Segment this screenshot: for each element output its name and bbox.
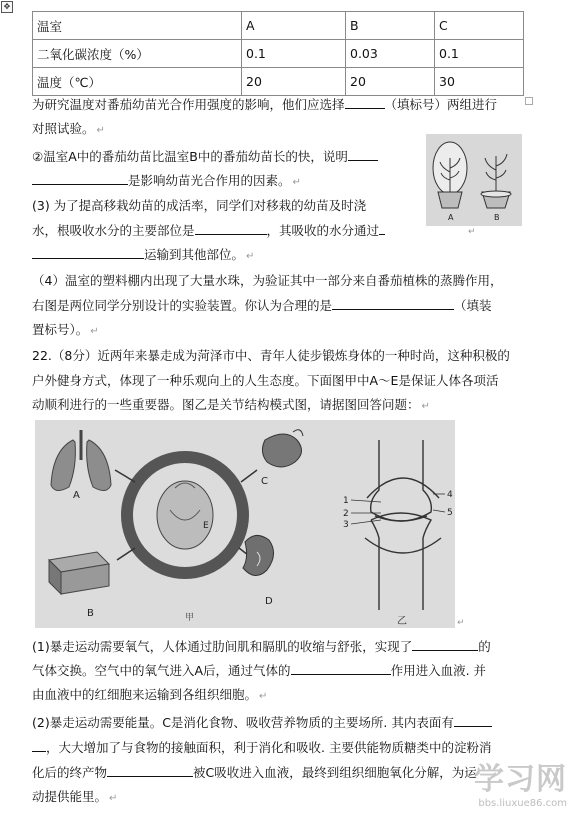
text-line [32,788,117,808]
answer-blank[interactable] [32,172,128,185]
table-cell: 0.1 [242,40,346,68]
text-line [32,347,510,365]
answer-blank[interactable] [348,148,378,161]
table-cell: C [435,12,524,40]
text-span: 右图是两位同学分别设计的实验装置。你认为合理的是 [32,298,333,313]
text-span: 置标号）。 [32,322,89,337]
answer-blank[interactable] [195,222,267,235]
joint-number: 3 [343,520,349,530]
paragraph-mark-icon: ↵ [96,125,105,136]
table-anchor-icon[interactable]: ✥ [1,1,13,13]
text-span: (3) 为了提高移栽幼苗的成活率，同学们对移栽的幼苗及时浇 [32,198,367,213]
plant-experiment-figure [426,134,522,226]
table-cell: 20 [346,68,435,96]
text-span: 动提供能里。 [32,789,108,804]
tissue-block-illustration [49,552,109,594]
text-span: 对照试验。 [32,121,95,136]
site-watermark [474,754,567,809]
plant-label-a: A [448,213,454,222]
table-cell: 二氧化碳浓度（%） [33,40,242,68]
text-line [32,96,497,114]
text-span: 作用进入血液. 并 [390,663,487,678]
table-cell: 30 [435,68,524,96]
paragraph-mark-icon: ↵ [90,326,99,337]
text-span: （4）温室的塑料棚内出现了大量水珠，为验证其中一部分来自番茄植株的蒸腾作用， [32,273,503,288]
answer-blank[interactable] [32,246,144,259]
text-span: ，大大增加了与食物的接触面积，利于消化和吸收. 主要供能物质糖类中的淀粉消 [46,740,492,755]
text-span: ，其吸收的水分通过 [266,223,380,238]
text-line [32,222,385,240]
text-line [32,197,366,215]
text-span: 水，根吸收水分的主要部位是 [32,223,195,238]
paragraph-mark-icon: ↵ [259,691,268,702]
answer-blank[interactable] [291,662,391,675]
text-span: 运输到其他部位。 [144,247,245,262]
text-line [32,148,378,166]
plant-label-b: B [494,213,500,222]
text-span: (2)暴走运动需要能量。C是消化食物、吸收营养物质的主要场所. 其内表面有 [32,715,454,730]
table-header-row [33,12,524,40]
text-span: ②温室A中的番茄幼苗比温室B中的番茄幼苗长的快，说明 [32,149,348,164]
figure-caption-yi: 乙 [397,616,407,627]
watermark-url: bbs.liuxue86.com [478,798,567,809]
text-line [32,246,254,266]
text-line [32,686,267,706]
text-span: 22.（8分）近两年来暴走成为菏泽市中、青年人徒步锻炼身体的一种时尚，这种积极的 [32,348,510,363]
joint-number: 4 [447,490,453,500]
text-line [32,297,492,315]
table-cell: 20 [242,68,346,96]
paragraph-mark-icon: ↵ [457,618,465,628]
paragraph-mark-icon: ↵ [292,177,301,188]
table-row [33,68,524,96]
text-span: 动顺利进行的一些重要器。图乙是关节结构模式图，请据图回答问题： [32,397,420,412]
body-organs-figure [35,420,455,628]
table-cell: A [242,12,346,40]
watermark-logo-text: 学习网 [474,762,567,797]
paragraph-mark-icon: ↵ [421,401,430,412]
text-line [32,739,491,757]
joint-number: 5 [447,508,453,518]
answer-blank[interactable] [107,764,193,777]
text-line [32,120,105,140]
table-resize-handle[interactable] [525,97,533,105]
text-span: (1)暴走运动需要氧气，人体通过肋间肌和膈肌的收缩与舒张，实现了 [32,639,413,654]
table-cell: 0.03 [346,40,435,68]
joint-number: 2 [343,509,349,519]
organ-label: E [203,521,209,531]
text-line [32,321,99,341]
answer-blank[interactable] [412,638,478,651]
text-span: 户外健身方式，体现了一种乐观向上的人生态度。下面图甲中A～E是保证人体各项活 [32,373,499,388]
text-line [32,396,430,416]
text-line [32,638,491,656]
experiment-table [32,11,524,96]
text-line [32,272,502,290]
text-span: 化后的终产物 [32,765,108,780]
text-span: （填标号）两组进行 [384,97,498,112]
organ-label: D [265,596,273,607]
paragraph-mark-icon: ↵ [109,793,118,804]
organ-label: A [73,490,80,501]
answer-blank[interactable] [454,714,492,727]
table-cell: B [346,12,435,40]
table-cell: 温度（℃） [33,68,242,96]
text-span: （填装 [454,298,492,313]
answer-blank[interactable] [332,297,454,310]
answer-blank[interactable] [379,222,385,235]
paragraph-mark-icon: ↵ [246,251,255,262]
table-row [33,40,524,68]
paragraph-mark-icon: ↵ [468,227,476,237]
text-line [32,372,498,390]
figure-caption-jia: 甲 [185,613,195,623]
joint-number: 1 [343,496,349,506]
text-line [32,714,492,732]
organ-label: C [261,476,268,487]
text-line [32,764,477,782]
text-span: 的 [478,639,491,654]
table-cell: 温室 [33,12,242,40]
text-span: 是影响幼苗光合作用的因素。 [128,173,291,188]
text-span: 由血液中的红细胞来运输到各组织细胞。 [32,687,258,702]
text-span: 为研究温度对番茄幼苗光合作用强度的影响，他们应选择 [32,97,345,112]
text-line [32,662,486,680]
text-span: 被C吸收进入血液，最终到组织细胞氧化分解，为运 [193,765,477,780]
heart-illustration [157,481,213,549]
table-cell: 0.1 [435,40,524,68]
text-span: 气体交换。空气中的氧气进入A后，通过气体的 [32,663,291,678]
answer-blank[interactable] [345,96,385,109]
answer-blank[interactable] [32,739,46,752]
organ-label: B [87,608,94,619]
text-line [32,172,301,192]
